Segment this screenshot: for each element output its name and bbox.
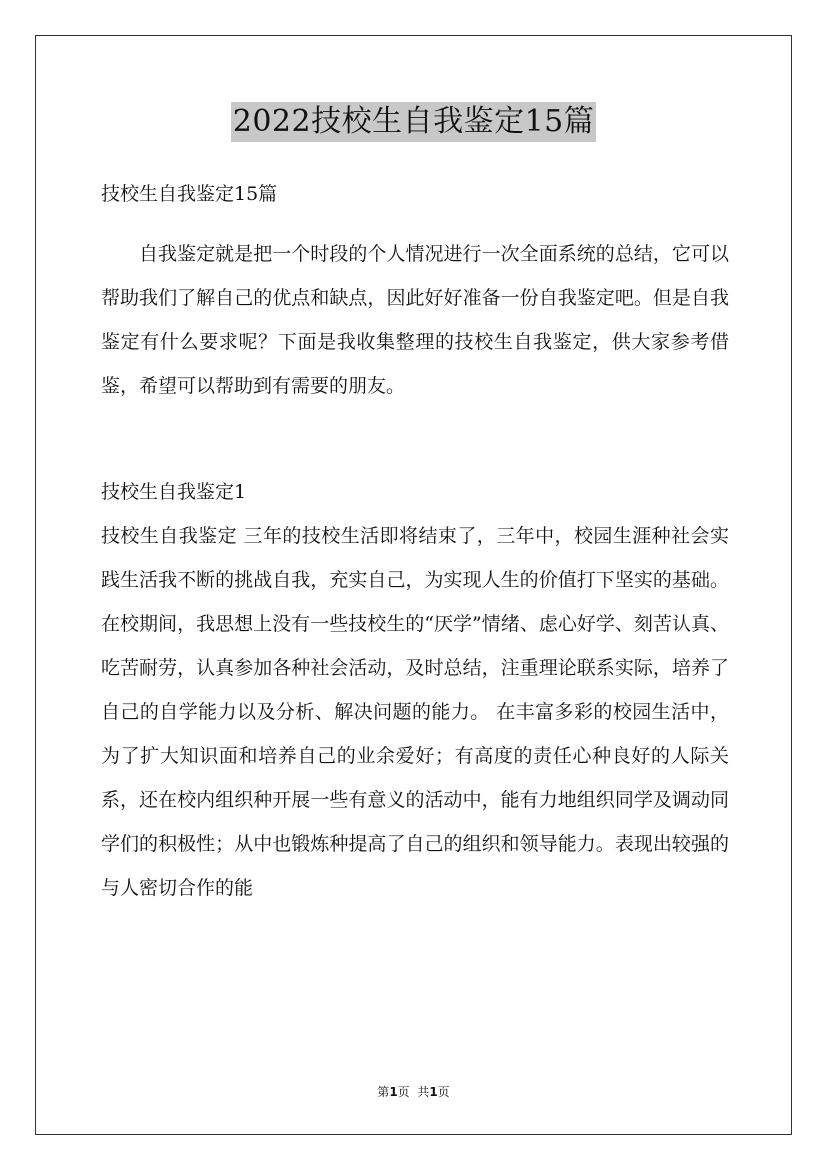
title-container — [0, 102, 827, 142]
document-title: 2022技校生自我鉴定15篇 — [231, 102, 597, 142]
footer-mid: 页 共 — [397, 1085, 430, 1099]
document-body — [101, 172, 729, 910]
footer-suffix: 页 — [437, 1085, 450, 1099]
footer-total-pages: 1 — [429, 1085, 438, 1099]
section-body: 技校生自我鉴定 三年的技校生活即将结束了，三年中，校园生涯种社会实践生活我不断的挑战自我，充实自己，为实现人生的价值打下坚实的基础。 在校期间，我思想上没有一些技校生的“厌学”情绪、虑心好学、刻苦认真、吃苦耐劳，认真参加各种社会活动，及时总结，注重理论联系实际，培养了自己的自学能力以及分析、解决问题的能力。 在丰富多彩的校园生活中，为了扩大知识面和培养自己的业余爱好；有高度的责任心种良好的人际关系，还在校内组织种开展一些有意义的活动中，能有力地组织同学及调动同学们的积极性；从中也锻炼种提高了自己的组织和领导能力。表现出较强的与人密切合作的能 — [101, 525, 729, 899]
document-subtitle: 技校生自我鉴定15篇 — [101, 183, 278, 205]
section-heading: 技校生自我鉴定1 — [101, 481, 247, 503]
footer-page-number: 1 — [389, 1085, 398, 1099]
section-spacer — [101, 408, 729, 470]
page-footer — [0, 1083, 827, 1100]
intro-paragraph: 自我鉴定就是把一个时段的个人情况进行一次全面系统的总结，它可以帮助我们了解自己的优点和缺点，因此好好准备一份自我鉴定吧。但是自我鉴定有什么要求呢？下面是我收集整理的技校生自我鉴定，供大家参考借鉴，希望可以帮助到有需要的朋友。 — [101, 243, 729, 397]
footer-prefix: 第 — [377, 1085, 390, 1099]
